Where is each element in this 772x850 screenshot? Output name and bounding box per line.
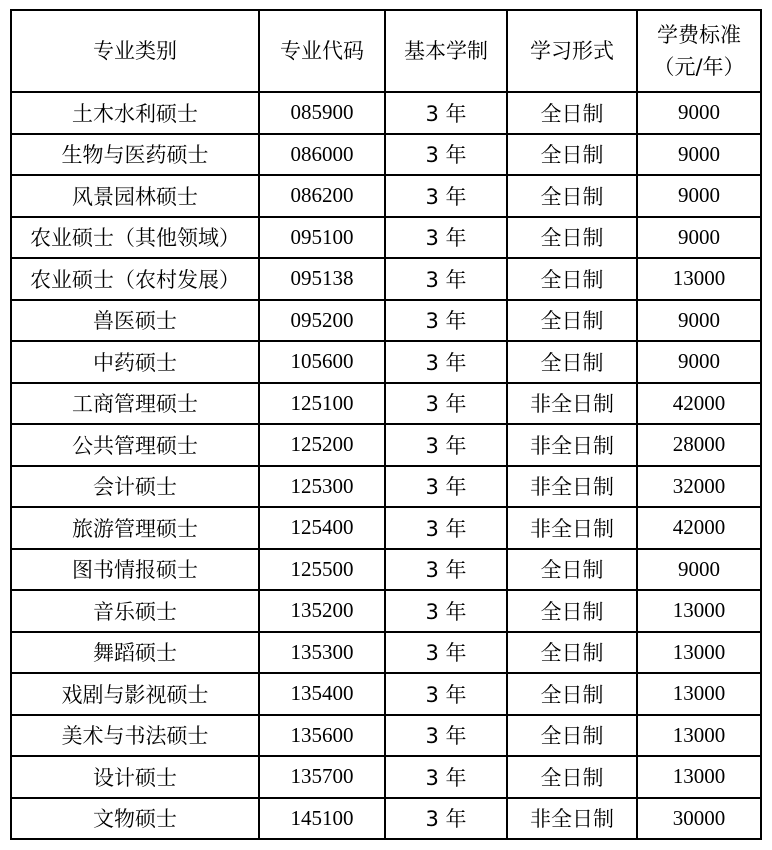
cell-code: 095200 bbox=[259, 300, 385, 342]
cell-mode: 非全日制 bbox=[507, 466, 637, 508]
cell-mode: 全日制 bbox=[507, 300, 637, 342]
table-row bbox=[11, 258, 761, 300]
header-fee bbox=[637, 10, 761, 92]
table-row bbox=[11, 756, 761, 798]
cell-mode: 全日制 bbox=[507, 341, 637, 383]
cell-category: 设计硕士 bbox=[11, 756, 259, 798]
cell-category: 舞蹈硕士 bbox=[11, 632, 259, 674]
table-header-row bbox=[11, 10, 761, 92]
cell-mode: 全日制 bbox=[507, 715, 637, 757]
cell-code: 125300 bbox=[259, 466, 385, 508]
cell-code: 095100 bbox=[259, 217, 385, 259]
header-duration: 基本学制 bbox=[385, 10, 507, 92]
cell-code: 125100 bbox=[259, 383, 385, 425]
cell-category: 农业硕士（其他领域） bbox=[11, 217, 259, 259]
tuition-fee-table bbox=[10, 9, 762, 840]
cell-fee: 9000 bbox=[637, 341, 761, 383]
cell-code: 135200 bbox=[259, 590, 385, 632]
cell-category: 会计硕士 bbox=[11, 466, 259, 508]
cell-fee: 30000 bbox=[637, 798, 761, 840]
table-row bbox=[11, 590, 761, 632]
cell-code: 095138 bbox=[259, 258, 385, 300]
cell-category: 美术与书法硕士 bbox=[11, 715, 259, 757]
cell-category: 生物与医药硕士 bbox=[11, 134, 259, 176]
cell-code: 125400 bbox=[259, 507, 385, 549]
cell-mode: 非全日制 bbox=[507, 507, 637, 549]
table-row bbox=[11, 341, 761, 383]
cell-duration: 3 年 bbox=[385, 383, 507, 425]
cell-fee: 13000 bbox=[637, 632, 761, 674]
cell-duration: 3 年 bbox=[385, 258, 507, 300]
cell-mode: 非全日制 bbox=[507, 383, 637, 425]
cell-category: 图书情报硕士 bbox=[11, 549, 259, 591]
cell-mode: 全日制 bbox=[507, 632, 637, 674]
cell-mode: 全日制 bbox=[507, 549, 637, 591]
cell-duration: 3 年 bbox=[385, 756, 507, 798]
table-row bbox=[11, 673, 761, 715]
cell-code: 135700 bbox=[259, 756, 385, 798]
cell-fee: 13000 bbox=[637, 715, 761, 757]
cell-category: 风景园林硕士 bbox=[11, 175, 259, 217]
cell-code: 086000 bbox=[259, 134, 385, 176]
cell-code: 145100 bbox=[259, 798, 385, 840]
cell-mode: 全日制 bbox=[507, 756, 637, 798]
cell-duration: 3 年 bbox=[385, 715, 507, 757]
fee-table-container bbox=[10, 9, 762, 840]
cell-duration: 3 年 bbox=[385, 92, 507, 134]
header-code: 专业代码 bbox=[259, 10, 385, 92]
cell-fee: 9000 bbox=[637, 92, 761, 134]
table-row bbox=[11, 632, 761, 674]
cell-duration: 3 年 bbox=[385, 590, 507, 632]
cell-mode: 非全日制 bbox=[507, 424, 637, 466]
table-row bbox=[11, 300, 761, 342]
cell-fee: 42000 bbox=[637, 383, 761, 425]
cell-category: 农业硕士（农村发展） bbox=[11, 258, 259, 300]
cell-fee: 13000 bbox=[637, 590, 761, 632]
cell-fee: 28000 bbox=[637, 424, 761, 466]
cell-category: 工商管理硕士 bbox=[11, 383, 259, 425]
cell-duration: 3 年 bbox=[385, 134, 507, 176]
cell-category: 文物硕士 bbox=[11, 798, 259, 840]
cell-code: 085900 bbox=[259, 92, 385, 134]
cell-mode: 全日制 bbox=[507, 673, 637, 715]
header-mode: 学习形式 bbox=[507, 10, 637, 92]
cell-fee: 13000 bbox=[637, 673, 761, 715]
cell-mode: 全日制 bbox=[507, 217, 637, 259]
cell-code: 125500 bbox=[259, 549, 385, 591]
table-row bbox=[11, 549, 761, 591]
cell-duration: 3 年 bbox=[385, 466, 507, 508]
header-fee-line1: 学费标准 bbox=[657, 23, 741, 47]
table-row bbox=[11, 134, 761, 176]
cell-duration: 3 年 bbox=[385, 217, 507, 259]
cell-category: 公共管理硕士 bbox=[11, 424, 259, 466]
cell-fee: 42000 bbox=[637, 507, 761, 549]
cell-fee: 9000 bbox=[637, 549, 761, 591]
table-row bbox=[11, 217, 761, 259]
cell-category: 兽医硕士 bbox=[11, 300, 259, 342]
cell-category: 音乐硕士 bbox=[11, 590, 259, 632]
cell-fee: 32000 bbox=[637, 466, 761, 508]
cell-mode: 全日制 bbox=[507, 590, 637, 632]
cell-code: 135300 bbox=[259, 632, 385, 674]
cell-fee: 13000 bbox=[637, 258, 761, 300]
table-row bbox=[11, 798, 761, 840]
cell-code: 125200 bbox=[259, 424, 385, 466]
table-row bbox=[11, 507, 761, 549]
cell-mode: 全日制 bbox=[507, 92, 637, 134]
cell-mode: 非全日制 bbox=[507, 798, 637, 840]
cell-category: 旅游管理硕士 bbox=[11, 507, 259, 549]
cell-category: 戏剧与影视硕士 bbox=[11, 673, 259, 715]
cell-code: 135400 bbox=[259, 673, 385, 715]
table-row bbox=[11, 383, 761, 425]
cell-fee: 9000 bbox=[637, 217, 761, 259]
cell-duration: 3 年 bbox=[385, 507, 507, 549]
cell-mode: 全日制 bbox=[507, 175, 637, 217]
cell-category: 中药硕士 bbox=[11, 341, 259, 383]
cell-duration: 3 年 bbox=[385, 341, 507, 383]
cell-fee: 9000 bbox=[637, 175, 761, 217]
cell-duration: 3 年 bbox=[385, 175, 507, 217]
cell-code: 105600 bbox=[259, 341, 385, 383]
cell-fee: 9000 bbox=[637, 300, 761, 342]
table-body bbox=[11, 92, 761, 839]
table-row bbox=[11, 92, 761, 134]
cell-mode: 全日制 bbox=[507, 134, 637, 176]
cell-fee: 9000 bbox=[637, 134, 761, 176]
cell-duration: 3 年 bbox=[385, 632, 507, 674]
cell-code: 135600 bbox=[259, 715, 385, 757]
cell-duration: 3 年 bbox=[385, 424, 507, 466]
cell-duration: 3 年 bbox=[385, 549, 507, 591]
cell-duration: 3 年 bbox=[385, 798, 507, 840]
header-fee-line2: （元/年） bbox=[653, 55, 745, 79]
cell-duration: 3 年 bbox=[385, 300, 507, 342]
header-category: 专业类别 bbox=[11, 10, 259, 92]
table-row bbox=[11, 424, 761, 466]
table-row bbox=[11, 466, 761, 508]
table-row bbox=[11, 175, 761, 217]
cell-category: 土木水利硕士 bbox=[11, 92, 259, 134]
cell-duration: 3 年 bbox=[385, 673, 507, 715]
cell-fee: 13000 bbox=[637, 756, 761, 798]
cell-code: 086200 bbox=[259, 175, 385, 217]
cell-mode: 全日制 bbox=[507, 258, 637, 300]
table-row bbox=[11, 715, 761, 757]
